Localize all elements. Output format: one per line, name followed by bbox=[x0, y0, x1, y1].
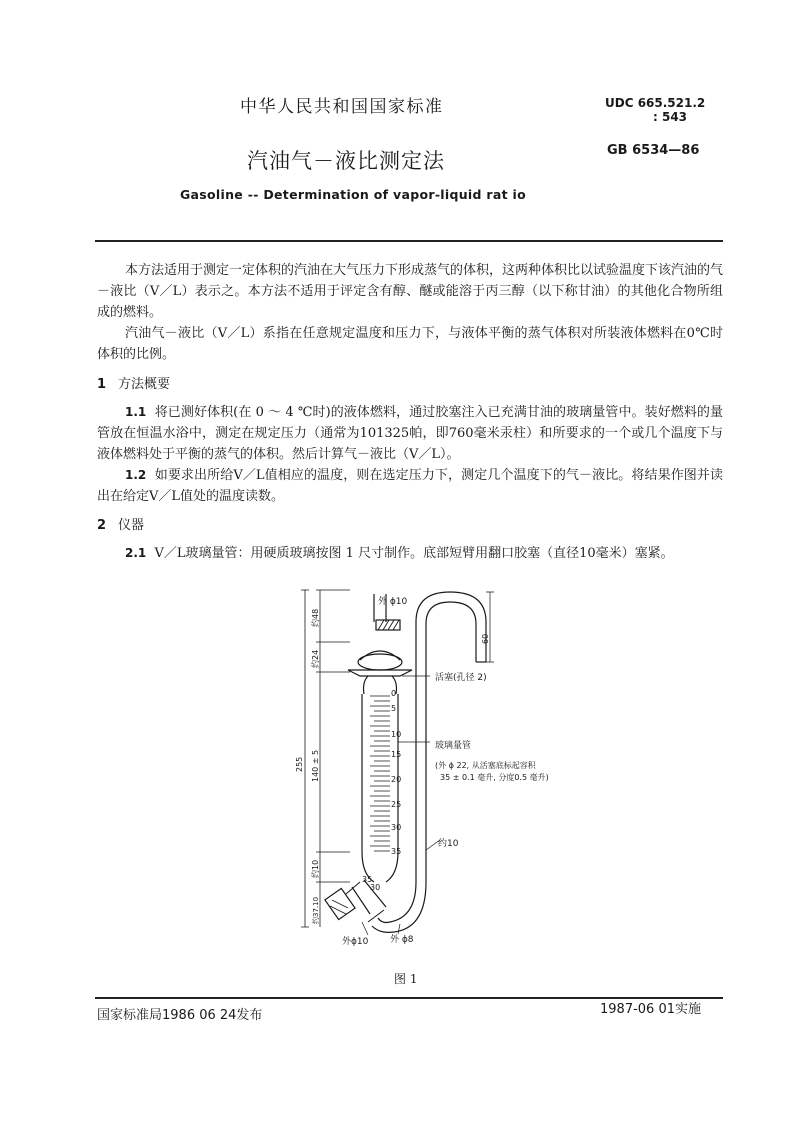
dim-bottom: 约37.10 bbox=[312, 896, 320, 924]
clause-1-2-text: 如要求出所给V／L值相应的温度，则在选定压力下，测定几个温度下的气－液比。将结果作图并读出在给定V／L值处的温度读数。 bbox=[97, 468, 723, 504]
graduation-ticks bbox=[370, 696, 390, 851]
section-1-heading bbox=[97, 374, 723, 395]
effective-date: 1987-06 01实施 bbox=[600, 1002, 701, 1017]
section-2-heading bbox=[97, 515, 723, 536]
intro-paragraph-1: 本方法适用于测定一定体积的汽油在大气压力下形成蒸气的体积，这两种体积比以试验温度下该汽油的气－液比（V／L）表示之。本方法不适用于评定含有醇、醚或能溶于丙三醇（以下称甘油）的其他化合物所组成的燃料。 bbox=[97, 263, 724, 320]
gb-standard-number: GB 6534—86 bbox=[607, 143, 700, 158]
section-1-title: 方法概要 bbox=[118, 377, 171, 392]
neck-mark-35: 35 bbox=[362, 875, 373, 884]
clause-2-1-text: V／L玻璃量管：用硬质玻璃按图 1 尺寸制作。底部短臂用翻口胶塞（直径10毫米）塞紧。 bbox=[154, 546, 674, 561]
udc-line-2: : 543 bbox=[653, 110, 688, 124]
issue-date: 国家标准局1986 06 24发布 bbox=[97, 1008, 263, 1023]
dim-about-10: 约10 bbox=[311, 859, 320, 878]
label-about-10: 约10 bbox=[438, 839, 459, 849]
label-outer-dia-bottom-right: 外 ϕ8 bbox=[390, 935, 414, 945]
udc-line-1: UDC 665.521.2 bbox=[605, 96, 706, 110]
clause-1-2-number: 1.2 bbox=[125, 468, 147, 482]
clause-1-2 bbox=[97, 465, 723, 507]
label-burette-note-1: (外 ϕ 22, 从活塞底标起容积 bbox=[435, 761, 536, 770]
dim-about-24: 约24 bbox=[311, 649, 320, 668]
clause-2-1-number: 2.1 bbox=[125, 546, 147, 560]
scale-mark-5: 5 bbox=[391, 704, 397, 713]
clause-1-1-number: 1.1 bbox=[125, 405, 147, 419]
label-outer-dia-bottom-left: 外ϕ10 bbox=[342, 937, 369, 947]
dim-right-60: 60 bbox=[481, 633, 490, 644]
document-title-chinese: 汽油气－液比测定法 bbox=[247, 149, 445, 173]
clause-1-1-text: 将已测好体积(在 0 ～ 4 ℃时)的液体燃料，通过胶塞注入已充满甘油的玻璃量管中。装好燃料的量管放在恒温水浴中，测定在规定压力（通常为101325帕，即760毫米汞柱）和所要求的一个或几个温度下与液体燃料处于平衡的蒸气的体积。然后计算气－液比（V／L）。 bbox=[97, 405, 724, 462]
section-2-number: 2 bbox=[97, 518, 107, 533]
intro-paragraph-2: 汽油气－液比（V／L）系指在任意规定温度和压力下，与液体平衡的蒸气体积对所装液体燃料在0℃时体积的比例。 bbox=[97, 326, 723, 362]
figure-1-vl-burette-diagram bbox=[290, 582, 590, 957]
scale-mark-35: 35 bbox=[391, 847, 402, 856]
dim-overall-255: 255 bbox=[295, 756, 304, 772]
dim-140-plus-minus-5: 140 ± 5 bbox=[311, 749, 320, 782]
document-title-english: Gasoline -- Determination of vapor-liquid rat io bbox=[180, 187, 527, 202]
scale-mark-20: 20 bbox=[391, 775, 402, 784]
clause-2-1 bbox=[97, 543, 723, 564]
scale-mark-15: 15 bbox=[391, 750, 402, 759]
scale-mark-25: 25 bbox=[391, 800, 402, 809]
section-1-number: 1 bbox=[97, 377, 107, 392]
label-outer-dia-top: 外 ϕ10 bbox=[378, 597, 408, 607]
scale-mark-10: 10 bbox=[391, 730, 402, 739]
dim-about-48: 约48 bbox=[311, 608, 320, 627]
udc-code bbox=[605, 96, 705, 124]
clause-1-1 bbox=[97, 402, 723, 465]
label-stopcock: 活塞(孔径 2) bbox=[435, 673, 487, 683]
section-2-title: 仪器 bbox=[118, 518, 145, 533]
neck-mark-30: 30 bbox=[370, 883, 381, 892]
label-burette-note-2: 35 ± 0.1 毫升, 分度0.5 毫升) bbox=[440, 773, 549, 782]
header-divider bbox=[95, 240, 723, 242]
label-glass-burette: 玻璃量管 bbox=[435, 741, 472, 751]
issuing-country-header: 中华人民共和国国家标准 bbox=[240, 97, 444, 117]
figure-1-caption: 图 1 bbox=[394, 972, 418, 986]
scale-mark-30: 30 bbox=[391, 823, 402, 832]
scale-mark-0: 0 bbox=[391, 689, 397, 698]
intro-section bbox=[97, 260, 723, 365]
